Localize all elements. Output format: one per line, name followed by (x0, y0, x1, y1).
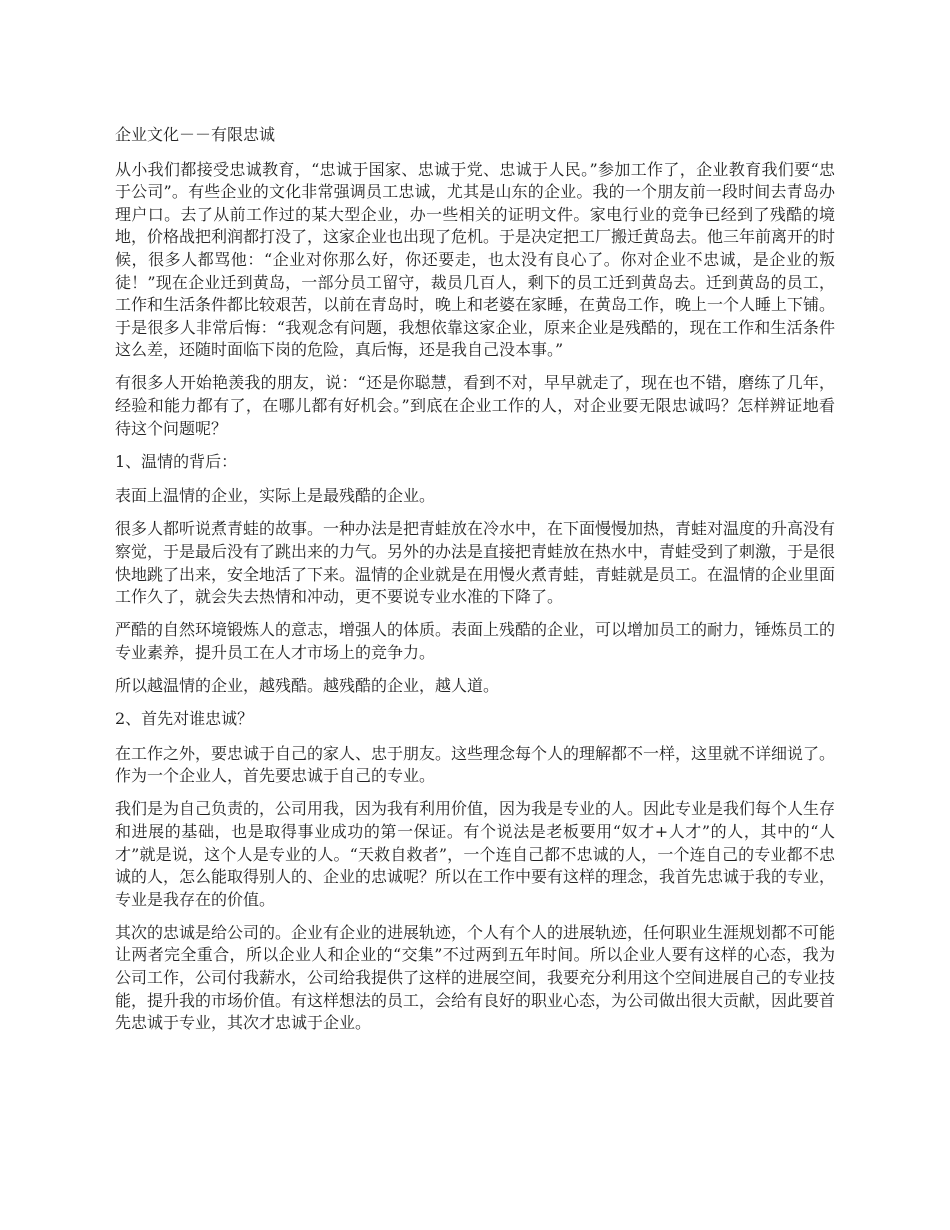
paragraph-harsh-environment: 严酷的自然环境锻炼人的意志，增强人的体质。表面上残酷的企业，可以增加员工的耐力，锤炼员工的专业素养，提升员工在人才市场上的竞争力。 (115, 620, 836, 662)
paragraph-warm-enterprise: 表面上温情的企业，实际上是最残酷的企业。 (115, 486, 436, 506)
paragraph-intro: 从小我们都接受忠诚教育，“忠诚于国家、忠诚于党、忠诚于人民。”参加工作了，企业教育我们要“忠于公司”。有些企业的文化非常强调员工忠诚，尤其是山东的企业。我的一个朋友前一段时间去青岛办理户口。去了从前工作过的某大型企业，办一些相关的证明文件。家电行业的竞争已经到了残酷的境地，价格战把利润都打没了，这家企业也出现了危机。于是决定把工厂搬迁黄岛去。他三年前离开的时候，很多人都骂他：“企业对你那么好，你还要走，也太没有良心了。你对企业不忠诚，是企业的叛徒！”现在企业迁到黄岛，一部分员工留守，裁员几百人，剩下的员工迁到黄岛去。迁到黄岛的员工，工作和生活条件都比较艰苦，以前在青岛时，晚上和老婆在家睡，在黄岛工作，晚上一个人睡上下铺。于是很多人非常后悔：“我观念有问题，我想依靠这家企业，原来企业是残酷的，现在工作和生活条件这么差，还随时面临下岗的危险，真后悔，还是我自己没本事。” (115, 159, 836, 360)
section-heading-2: 2、首先对谁忠诚？ (115, 709, 254, 729)
paragraph-frog-story: 很多人都听说煮青蛙的故事。一种办法是把青蛙放在冷水中，在下面慢慢加热，青蛙对温度的升高没有察觉，于是最后没有了跳出来的力气。另外的办法是直接把青蛙放在热水中，青蛙受到了刺激，于是很快地跳了出来，安全地活了下来。温情的企业就是在用慢火煮青蛙，青蛙就是员工。在温情的企业里面工作久了，就会失去热情和冲动，更不要说专业水准的下降了。 (115, 519, 836, 607)
paragraph-loyalty-family: 在工作之外，要忠诚于自己的家人、忠于朋友。这些理念每个人的理解都不一样，这里就不详细说了。作为一个企业人，首先要忠诚于自己的专业。 (115, 743, 836, 786)
paragraph-loyalty-company: 其次的忠诚是给公司的。企业有企业的进展轨迹，个人有个人的进展轨迹，任何职业生涯规划都不可能让两者完全重合，所以企业人和企业的“交集”不过两到五年时间。所以企业人要有这样的心态，我为公司工作，公司付我薪水，公司给我提供了这样的进展空间，我要充分利用这个空间进展自己的专业技能，提升我的市场价值。有这样想法的员工，会给有良好的职业心态，为公司做出很大贡献，因此要首先忠诚于专业，其次才忠诚于企业。 (115, 922, 836, 1033)
section-heading-1: 1、温情的背后： (115, 451, 238, 471)
document-page (115, 124, 835, 1045)
paragraph-conclusion-1: 所以越温情的企业，越残酷。越残酷的企业，越人道。 (115, 675, 500, 695)
paragraph-loyalty-profession: 我们是为自己负责的，公司用我，因为我有利用价值，因为我是专业的人。因此专业是我们每个人生存和进展的基础，也是取得事业成功的第一保证。有个说法是老板要用“奴才+人才”的人，其中的“人才”就是说，这个人是专业的人。“天救自救者”，一个连自己都不忠诚的人，一个连自己的专业都不忠诚的人，怎么能取得别人的、企业的忠诚呢？所以在工作中要有这样的理念，我首先忠诚于我的专业，专业是我存在的价值。 (115, 799, 836, 909)
document-title: 企业文化－－有限忠诚 (115, 125, 276, 144)
paragraph-friend: 有很多人开始艳羡我的朋友，说：“还是你聪慧，看到不对，早早就走了，现在也不错，磨练了几年，经验和能力都有了，在哪儿都有好机会。”到底在企业工作的人，对企业要无限忠诚吗？怎样辨证地看待这个问题呢？ (115, 373, 835, 438)
